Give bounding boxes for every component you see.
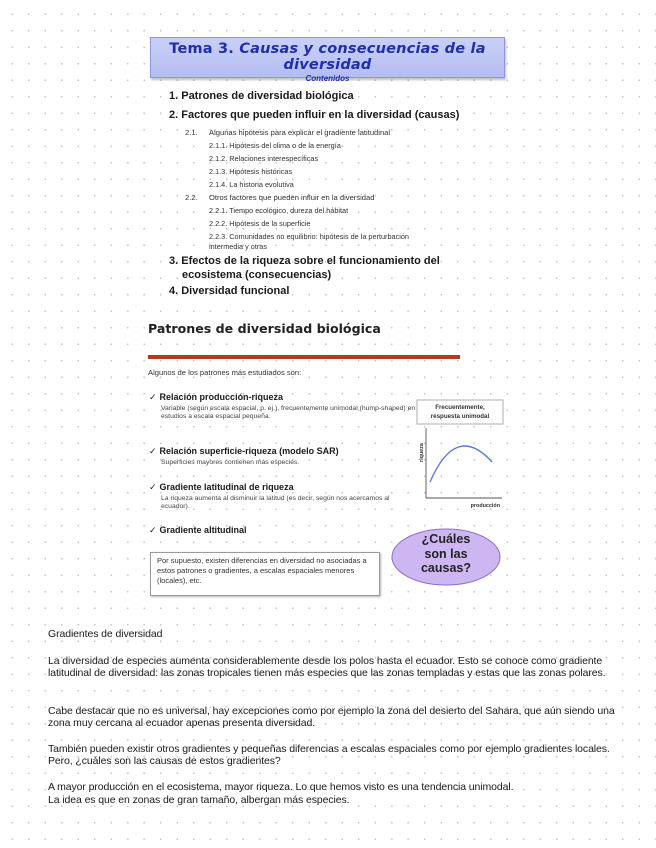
chart-hump-curve [430,446,492,482]
causes-question: ¿Cuáles son las causas? [420,532,472,575]
contents-item-2-2: Otros factores que pueden influir en la diversidad [209,193,375,202]
pattern-2-desc: Superficies mayores contienen más especies. [161,459,300,466]
contents-item-2-1-4: 2.1.4. La historia evolutiva [209,180,294,189]
chart-caption-line2: respuesta unimodal [430,413,490,420]
note-box: Por supuesto, existen diferencias en diversidad no asociadas a estos patrones o gradientes, a escalas espaciales menores (locales), etc. [150,552,380,596]
chart-ylabel: riqueza [419,443,425,462]
pattern-4-title: ✓ Gradiente altitudinal [149,525,247,535]
slide-subtitle: Contenidos [305,74,350,83]
notes-paragraph-3: También pueden existir otros gradientes y pequeñas diferencias a escalas espaciales como por ejemplo gradientes locales. Pero, ¿cuáles son las causas de estos gradientes? [48,743,610,767]
contents-item-2-2-3-cont: intermedia y otras [209,242,267,251]
slide2-title: Patrones de diversidad biológica [148,321,381,336]
contents-item-2-2-2: 2.2.2. Hipótesis de la superficie [209,219,311,228]
pattern-3-title: ✓ Gradiente latitudinal de riqueza [149,482,294,492]
notes-paragraph-2: Cabe destacar que no es universal, hay excepciones como por ejemplo la zona del desierto del Sahara, que aún siendo una zona muy cercana al ecuador apenas presenta diversidad. [48,705,615,729]
slide2-title-rule [148,355,460,359]
check-icon: ✓ [149,482,157,492]
chart-caption-line1: Frecuentemente, [435,404,485,411]
check-icon: ✓ [149,446,157,456]
unimodal-chart [416,398,504,512]
contents-item-2-1-2: 2.1.2. Relaciones interespecíficas [209,154,319,163]
contents-item-4: 4. Diversidad funcional [169,285,290,297]
contents-item-3: 3. Efectos de la riqueza sobre el funcionamiento del [169,255,440,267]
check-icon: ✓ [149,525,157,535]
pattern-2-title: ✓ Relación superficie-riqueza (modelo SAR) [149,446,339,456]
pattern-1-desc: Variable (según escala espacial, p. ej.), frecuentemente unimodal (hump-shaped) en estudios a escala espacial pequeña. [161,405,416,421]
contents-item-2-1-1: 2.1.1. Hipótesis del clima o de la energía [209,141,341,150]
notes-heading: Gradientes de diversidad [48,628,163,640]
contents-item-2-2-num: 2.2. [185,193,198,202]
contents-item-1: 1. Patrones de diversidad biológica [169,90,354,102]
notes-paragraph-1: La diversidad de especies aumenta considerablemente desde los polos hasta el ecuador. Esto se conoce como gradiente latitudinal de diversidad: las zonas tropicales tienen más especies que las zonas templadas y estas que las zonas polares. [48,655,606,679]
check-icon: ✓ [149,392,157,402]
contents-item-2: 2. Factores que pueden influir en la diversidad (causas) [169,109,460,121]
pattern-3-desc: La riqueza aumenta al disminuir la latitud (es decir, según nos acercamos al ecuador). [161,495,390,511]
contents-item-2-1: Algunas hipótesis para explicar el gradiente latitudinal [209,128,391,137]
slide-title-box [150,37,505,83]
contents-item-3-cont: ecosistema (consecuencias) [182,269,332,281]
contents-item-2-2-1: 2.2.1. Tiempo ecológico, dureza del hábitat [209,206,349,215]
notes-paragraph-4a: A mayor producción en el ecosistema, mayor riqueza. Lo que hemos visto es una tendencia unimodal. [48,781,514,793]
pattern-1-title: ✓ Relación producción-riqueza [149,392,284,402]
contents-item-2-2-3: 2.2.3. Comunidades no equilibrio: hipótesis de la perturbación [209,232,409,241]
title-rest: Causas y consecuencias de la diversidad [239,41,486,73]
contents-item-2-1-3: 2.1.3. Hipótesis históricas [209,167,293,176]
notes-paragraph-4b: La idea es que en zonas de gran tamaño, albergan más especies. [48,794,350,806]
title-prefix: Tema 3. [169,41,235,57]
chart-xlabel: producción [470,503,500,509]
slide-title [151,41,504,73]
contents-item-2-1-num: 2.1. [185,128,198,137]
slide2-intro: Algunos de los patrones más estudiados son: [148,368,302,377]
